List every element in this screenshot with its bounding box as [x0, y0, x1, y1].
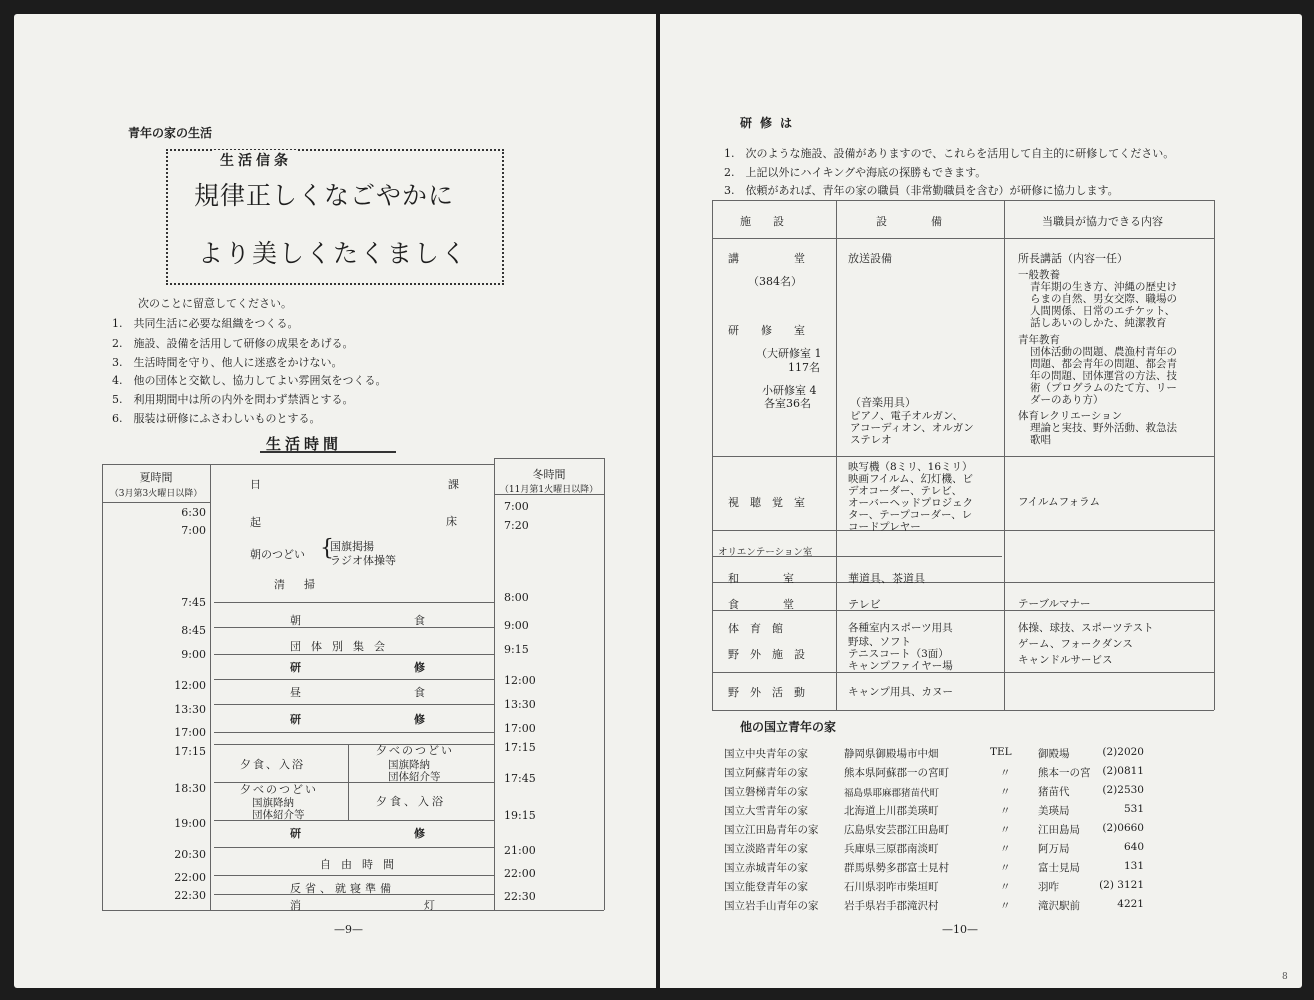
activity-evening-sub: 国旗降納	[252, 797, 294, 809]
center-address: 熊本県阿蘇郡一の宮町	[844, 767, 949, 779]
summer-time: 7:45	[181, 596, 206, 609]
facility-av-room: 視 聴 覚 室	[728, 496, 805, 509]
center-number: (2)0811	[1102, 765, 1144, 777]
table-border	[494, 458, 495, 910]
activity-lights-out: 消	[290, 899, 301, 912]
row-divider	[214, 679, 494, 680]
table-border	[712, 672, 1214, 673]
table-header-equipment: 設備	[876, 215, 986, 228]
center-exchange: 御殿場	[1038, 748, 1070, 760]
ka-header: 課	[448, 478, 459, 491]
row-divider	[214, 654, 494, 655]
activity-lunch: 食	[414, 686, 425, 699]
facility-big-room-capacity: 117名	[788, 361, 820, 374]
activity-evening-sub: 団体紹介等	[388, 771, 441, 783]
table-border	[102, 464, 103, 910]
center-number: 131	[1123, 860, 1144, 872]
table-border	[1004, 200, 1005, 710]
center-address: 岩手県岩手郡滝沢村	[844, 900, 939, 912]
winter-time: 17:45	[504, 772, 536, 785]
winter-time: 9:00	[504, 619, 529, 632]
staff-general-item: 青年期の生き方、沖縄の歴史け	[1030, 281, 1177, 293]
activity-breakfast: 食	[414, 614, 425, 627]
center-tel-label: 〃	[1000, 881, 1011, 893]
rule-item: 6. 服装は研修にふさわしいものとする。	[112, 412, 321, 425]
page-number: —9—	[334, 923, 363, 936]
staff-general-item: らまの自然、男女交際、職場の	[1030, 293, 1177, 305]
center-address: 静岡県御殿場市中畑	[844, 748, 939, 760]
center-name: 国立岩手山青年の家	[724, 900, 819, 912]
note-item: 2. 上記以外にハイキングや海底の探勝もできます。	[724, 166, 987, 179]
staff-general-item: 人間関係、日常のエチケット、	[1030, 305, 1176, 317]
table-border	[712, 530, 1214, 531]
facility-outdoor: 野 外 施 設	[728, 648, 805, 661]
center-number: (2)2530	[1102, 784, 1144, 796]
table-border	[494, 458, 604, 459]
activity-free-time: 自由時間	[320, 858, 404, 871]
section-header-life: 青年の家の生活	[128, 126, 213, 140]
staff-youth-item: 術（プログラムのたて方、リー	[1030, 382, 1177, 394]
center-exchange: 江田島局	[1038, 824, 1080, 836]
staff-youth-item: 団体活動の問題、農漁村青年の	[1030, 346, 1177, 358]
rule-item: 4. 他の団体と交歓し、協力してよい雰囲気をつくる。	[112, 374, 387, 387]
winter-time: 21:00	[504, 844, 536, 857]
winter-time: 22:30	[504, 890, 536, 903]
creed-line-2: より美しくたくましく	[198, 239, 469, 268]
table-border	[712, 238, 1214, 239]
summer-time: 7:00	[181, 524, 206, 537]
staff-recreation: 体育レクリエーション	[1018, 410, 1123, 422]
summer-time: 20:30	[174, 848, 206, 861]
center-tel-label: 〃	[1000, 843, 1011, 855]
summer-time: 18:30	[174, 782, 206, 795]
others-title: 他の国立青年の家	[740, 720, 837, 734]
activity-wake: 起	[250, 516, 261, 529]
left-page	[14, 14, 656, 988]
center-exchange: 美瑛局	[1038, 805, 1070, 817]
facility-outdoor-activity: 野 外 活 動	[728, 686, 805, 699]
dining-staff: テーブルマナー	[1018, 598, 1091, 610]
winter-time: 12:00	[504, 674, 536, 687]
activity-reflection: 反省、就寝準備	[290, 882, 395, 895]
activity-training: 研	[290, 827, 301, 840]
center-name: 国立中央青年の家	[724, 748, 808, 760]
row-divider	[214, 847, 494, 848]
center-name: 国立江田島青年の家	[724, 824, 819, 836]
table-border	[102, 910, 604, 911]
winter-time: 7:20	[504, 519, 529, 532]
row-divider	[214, 732, 494, 733]
equip-music-item: アコーディオン、オルガン	[850, 422, 974, 434]
equip-music-item: ステレオ	[850, 434, 892, 446]
center-number: 640	[1123, 841, 1144, 853]
center-exchange: 熊本一の宮	[1038, 767, 1091, 779]
staff-youth-item: ダーのあり方）	[1030, 394, 1104, 406]
activity-training: 修	[414, 827, 425, 840]
facility-gym: 体 育 館	[728, 622, 783, 635]
center-number: (2)2020	[1102, 746, 1144, 758]
center-name: 国立大雪青年の家	[724, 805, 808, 817]
center-address: 石川県羽咋市柴垣町	[844, 881, 939, 893]
row-divider	[214, 875, 494, 876]
winter-time: 9:15	[504, 643, 529, 656]
winter-time: 19:15	[504, 809, 536, 822]
facility-lecture-hall: 講 堂	[728, 252, 805, 265]
center-exchange: 阿万局	[1038, 843, 1070, 855]
table-header-facility: 施設	[740, 215, 806, 228]
gym-staff-item: 体操、球技、スポーツテスト	[1018, 622, 1154, 634]
outdoor-equip-item: キャンプファイヤー場	[848, 660, 953, 672]
table-border	[712, 456, 1214, 457]
equip-broadcast: 放送設備	[848, 252, 892, 265]
av-equip-item: 映画フイルム、幻灯機、ビ	[848, 473, 973, 485]
av-equip-item: デオコーダー、テレビ、	[848, 485, 963, 497]
summer-time: 22:30	[174, 889, 206, 902]
center-tel-label: 〃	[1000, 824, 1011, 836]
outdoor-equip-item: 野球、ソフト	[848, 636, 911, 648]
table-border	[712, 200, 713, 710]
av-equip-item: オーバーヘッドプロジェク	[848, 497, 973, 509]
activity-evening: 夕べのつどい	[376, 744, 454, 757]
staff-general-item: 話しあいのしかた、純潔教育	[1030, 317, 1167, 329]
center-name: 国立淡路青年の家	[724, 843, 808, 855]
rule-item: 1. 共同生活に必要な組織をつくる。	[112, 317, 299, 330]
facility-training-room: 研 修 室	[728, 324, 805, 337]
table-border	[712, 710, 1214, 711]
table-border	[1214, 200, 1215, 710]
summer-header: 夏時間	[139, 471, 173, 484]
center-exchange: 富士見局	[1038, 862, 1080, 874]
equip-music-item: ピアノ、電子オルガン、	[850, 410, 963, 422]
row-divider	[214, 627, 494, 628]
activity-lunch: 昼	[290, 686, 301, 699]
corner-mark: 8	[1282, 972, 1288, 982]
av-equip-item: コードプレヤー	[848, 521, 921, 533]
winter-time: 17:00	[504, 722, 536, 735]
center-exchange: 滝沢駅前	[1038, 900, 1080, 912]
table-border	[210, 464, 494, 465]
day-header: 日	[250, 478, 261, 491]
summer-time: 8:45	[181, 624, 206, 637]
page-number: —10—	[942, 923, 978, 936]
summer-time: 9:00	[181, 648, 206, 661]
japanese-equip: 華道具、茶道具	[848, 572, 925, 585]
staff-director-talk: 所長講話（内容一任）	[1018, 252, 1128, 265]
facility-lecture-capacity: （384名）	[748, 275, 802, 288]
rule-item: 3. 生活時間を守り、他人に迷惑をかけない。	[112, 356, 343, 369]
summer-time: 22:00	[174, 871, 206, 884]
activity-group-meeting: 団体別集会	[290, 640, 395, 653]
activity-dinner-bath: 夕食、入浴	[376, 795, 446, 808]
dining-equip: テレビ	[848, 598, 881, 611]
rule-item: 5. 利用期間中は所の内外を問わず禁酒とする。	[112, 393, 354, 406]
table-border	[102, 464, 210, 465]
center-exchange: 猪苗代	[1038, 786, 1070, 798]
activity-wake: 床	[446, 515, 457, 528]
equip-music: （音楽用具）	[850, 396, 916, 409]
table-border	[712, 200, 1214, 201]
winter-time: 17:15	[504, 741, 536, 754]
activity-evening-sub: 団体紹介等	[252, 809, 305, 821]
center-number: 531	[1123, 803, 1144, 815]
activity-morning-sub: ラジオ体操等	[330, 554, 396, 567]
summer-time: 13:30	[174, 703, 206, 716]
summer-time: 6:30	[181, 506, 206, 519]
center-tel-label: 〃	[1000, 767, 1011, 779]
staff-general: 一般教養	[1018, 269, 1060, 281]
outdoor-activity-equip: キャンプ用具、カヌー	[848, 686, 953, 698]
winter-time: 13:30	[504, 698, 536, 711]
summer-time: 19:00	[174, 817, 206, 830]
facility-japanese-room: 和 室	[728, 572, 794, 585]
row-divider	[214, 704, 494, 705]
summer-time: 12:00	[174, 679, 206, 692]
facility-big-room: （大研修室 1	[756, 347, 822, 360]
brace-icon: {	[320, 536, 334, 561]
winter-time: 8:00	[504, 591, 529, 604]
summer-time: 17:15	[174, 745, 206, 758]
table-border	[210, 464, 211, 910]
center-name: 国立阿蘇青年の家	[724, 767, 808, 779]
activity-morning-sub: 国旗掲揚	[330, 540, 374, 553]
activity-breakfast: 朝	[290, 614, 301, 627]
facility-small-room: 小研修室 4	[762, 384, 817, 397]
summer-header-note: （3月第3火曜日以降）	[109, 489, 203, 499]
av-staff: フイルムフォラム	[1018, 496, 1101, 508]
creed-title: 生活信条	[214, 150, 298, 170]
av-equip-item: ター、テープコーダー、レ	[848, 509, 973, 521]
center-number: (2)0660	[1102, 822, 1144, 834]
right-page	[660, 14, 1302, 988]
center-number: 4221	[1117, 898, 1144, 910]
activity-evening: 夕べのつどい	[240, 783, 318, 796]
summer-time: 17:00	[174, 726, 206, 739]
activity-lights-out: 灯	[424, 899, 435, 912]
center-address: 兵庫県三原郡南淡町	[844, 843, 939, 855]
center-address: 北海道上川郡美瑛町	[844, 805, 939, 817]
rules-intro: 次のことに留意してください。	[138, 297, 292, 310]
staff-recreation-item: 歌唱	[1030, 434, 1051, 446]
center-name: 国立能登青年の家	[724, 881, 808, 893]
activity-morning: 朝のつどい	[250, 548, 305, 561]
outdoor-equip-item: テニスコート（3面）	[848, 648, 949, 660]
center-exchange: 羽咋	[1038, 881, 1059, 893]
creed-line-1: 規律正しくなごやかに	[194, 181, 455, 210]
row-divider	[214, 602, 494, 603]
center-tel-label: TEL	[990, 746, 1012, 758]
activity-training: 修	[414, 713, 425, 726]
staff-youth-item: 問題、都会青年の問題、都会青	[1030, 358, 1177, 370]
activity-training: 研	[290, 713, 301, 726]
section-header-training: 研修は	[740, 116, 801, 130]
center-address: 福島県耶麻郡猪苗代町	[844, 788, 940, 799]
activity-evening-sub: 国旗降納	[388, 759, 430, 771]
table-header-staff: 当職員が協力できる内容	[1042, 215, 1163, 228]
activity-training: 研	[290, 661, 301, 674]
activity-training: 修	[414, 661, 425, 674]
winter-time: 22:00	[504, 867, 536, 880]
activity-dinner-bath: 夕食、入浴	[240, 758, 305, 771]
staff-recreation-item: 理論と実技、野外活動、救急法	[1030, 422, 1177, 434]
center-tel-label: 〃	[1000, 786, 1011, 798]
av-equip-item: 映写機（8ミリ、16ミリ）	[848, 461, 973, 473]
center-tel-label: 〃	[1000, 862, 1011, 874]
winter-time: 7:00	[504, 500, 529, 513]
rule-item: 2. 施設、設備を活用して研修の成果をあげる。	[112, 337, 354, 350]
note-item: 3. 依頼があれば、青年の家の職員（非常勤職員を含む）が研修に協力します。	[724, 184, 1119, 197]
facility-dining: 食 堂	[728, 598, 794, 611]
center-tel-label: 〃	[1000, 805, 1011, 817]
winter-header-note: （11月第1火曜日以降）	[499, 485, 599, 495]
col-divider	[348, 744, 349, 820]
gym-staff-item: ゲーム、フォークダンス	[1018, 638, 1133, 650]
activity-clean: 清 掃	[274, 578, 319, 591]
facility-small-room-capacity: 各室36名	[764, 397, 811, 410]
center-name: 国立磐梯青年の家	[724, 786, 808, 798]
note-item: 1. 次のような施設、設備がありますので、これらを活用して自主的に研修してください。	[724, 147, 1175, 160]
winter-header: 冬時間	[532, 468, 566, 481]
table-border	[836, 200, 837, 710]
table-border	[604, 458, 605, 910]
staff-youth: 青年教育	[1018, 334, 1060, 346]
center-tel-label: 〃	[1000, 900, 1011, 912]
center-address: 広島県安芸郡江田島町	[844, 824, 949, 836]
center-name: 国立赤城青年の家	[724, 862, 808, 874]
staff-youth-item: 年の問題、団体運営の方法、技	[1030, 370, 1177, 382]
gym-staff-item: キャンドルサービス	[1018, 654, 1113, 666]
schedule-title-underline	[260, 451, 396, 453]
table-border	[102, 502, 210, 503]
gym-equip: 各種室内スポーツ用具	[848, 622, 953, 634]
schedule-title: 生活時間	[266, 435, 343, 453]
center-number: (2) 3121	[1099, 879, 1144, 891]
facility-orientation-room: オリエンテーション室	[718, 547, 813, 558]
center-address: 群馬県勢多郡富士見村	[844, 862, 949, 874]
